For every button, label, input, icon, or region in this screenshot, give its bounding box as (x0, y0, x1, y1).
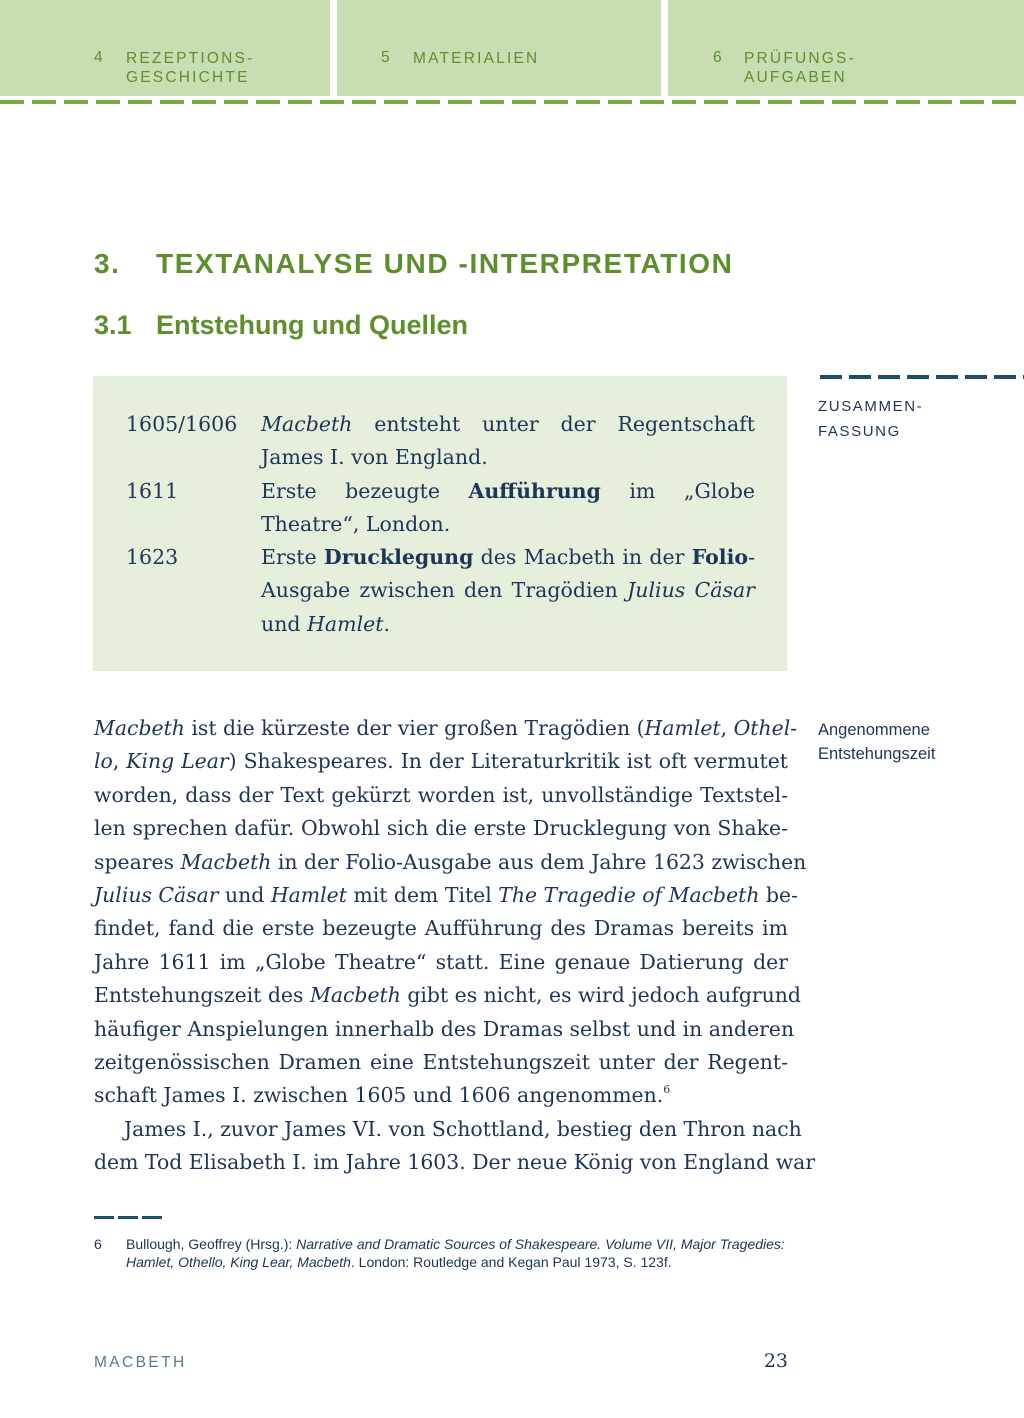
chapter-title: TEXTANALYSE UND -INTERPRETATION (156, 248, 734, 279)
nav-tab-rezeptionsgeschichte[interactable] (0, 0, 330, 96)
text-run: King Lear (126, 749, 229, 774)
chapter-number: 3. (94, 248, 121, 279)
text-run: ) Shakespeares. In der Literaturkritik ist oft vermutet (228, 749, 789, 774)
nav-divider (0, 100, 1024, 104)
text-run: len sprechen dafür. Obwohl sich die erste Drucklegung von Shake- (94, 816, 788, 841)
margin-note-line2: Entstehungszeit (818, 745, 936, 763)
summary-text (261, 541, 755, 641)
body-line (94, 879, 798, 912)
section-heading (94, 310, 468, 341)
text-run: , (112, 749, 127, 774)
nav-tab-number: 6 (713, 49, 724, 66)
summary-row (126, 408, 755, 475)
chapter-navigation (0, 0, 1024, 96)
body-line (94, 812, 788, 845)
text-run: lo (94, 749, 113, 774)
nav-tab-number: 5 (381, 49, 392, 66)
text-run: Othel- (733, 716, 798, 740)
section-title: Entstehung und Quellen (156, 310, 468, 340)
text-run: Jahre 1611 im „Globe Theatre“ statt. Eine genaue Datierung der (94, 949, 788, 974)
chapter-heading (94, 248, 733, 280)
text-run: im „Globe Theatre“, London. (261, 478, 755, 536)
text-run: Julius Cäsar (627, 578, 755, 603)
text-run: Macbeth (180, 849, 272, 874)
text-run: The Tragedie of Macbeth (498, 882, 760, 907)
body-line (94, 745, 788, 778)
text-run: in der Folio-Ausgabe aus dem Jahre 1623 zwischen (271, 849, 807, 874)
running-footer-title: MACBETH (94, 1354, 187, 1371)
body-line (94, 1079, 788, 1112)
text-run: Erste (261, 545, 324, 570)
nav-tab-label (126, 49, 254, 87)
page-number: 23 (763, 1350, 788, 1372)
summary-text (261, 475, 755, 542)
body-line (94, 779, 788, 812)
text-run: dem Tod Elisabeth I. im Jahre 1603. Der neue König von England war (94, 1150, 816, 1175)
text-run: und (218, 882, 271, 907)
text-run: gibt es nicht, es wird jedoch aufgrund (400, 983, 801, 1008)
text-run: Macbeth (94, 716, 185, 740)
text-run: Julius Cäsar (94, 882, 219, 907)
body-line (94, 979, 801, 1012)
summary-row (126, 475, 755, 542)
summary-row (126, 541, 755, 641)
nav-tab-label-line2: GESCHICHTE (126, 69, 250, 86)
text-run: be- (759, 882, 798, 907)
nav-tab-label-line1: MATERIALIEN (413, 50, 540, 67)
text-run: Entstehungszeit des (94, 983, 310, 1008)
summary-year: 1605/1606 (126, 412, 238, 436)
text-run: Hamlet (644, 716, 721, 740)
text-run: speares (94, 849, 181, 874)
nav-tab-label (744, 49, 856, 87)
nav-tab-label-line1: PRÜFUNGS- (744, 50, 856, 67)
text-run: Narrative and Dramatic Sources of Shakespeare. Volume VII, Major Tragedies: Hamlet, Othello, King Lear, Macbeth (126, 1236, 785, 1270)
text-run: James I., zuvor James VI. von Schottland, bestieg den Thron nach (124, 1116, 802, 1141)
text-run: Hamlet (307, 611, 384, 636)
body-line (94, 946, 788, 979)
text-run: Folio (691, 545, 749, 570)
text-run: Erste bezeugte (261, 478, 469, 503)
text-run: findet, fand die erste bezeugte Aufführung des Dramas bereits im (94, 916, 788, 941)
text-run: Macbeth (309, 983, 401, 1008)
text-run: worden, dass der Text gekürzt worden ist, unvollständige Textstel- (94, 782, 788, 807)
text-run: . London: Routledge and Kegan Paul 1973, S. 123f. (350, 1254, 672, 1270)
section-number: 3.1 (94, 310, 132, 340)
body-line (94, 1146, 816, 1179)
summary-text (261, 408, 755, 475)
text-run: Bullough, Geoffrey (Hrsg.): (126, 1236, 297, 1252)
sidebar-summary-label (818, 394, 923, 444)
body-line (94, 712, 798, 745)
body-line (94, 1013, 795, 1046)
body-line (94, 1046, 788, 1079)
text-run: und (261, 611, 308, 636)
footnote-divider (94, 1216, 162, 1219)
nav-tab-pruefungsaufgaben[interactable] (668, 0, 1024, 96)
nav-tab-label (413, 49, 539, 68)
nav-tab-number: 4 (94, 49, 105, 66)
sidebar-summary-label-line1: ZUSAMMEN- (818, 398, 924, 415)
nav-tab-materialien[interactable] (337, 0, 661, 96)
margin-note (818, 718, 935, 766)
summary-box (93, 376, 787, 671)
summary-year: 1623 (126, 545, 179, 570)
text-run: Aufführung (468, 478, 601, 503)
text-run: schaft James I. zwischen 1605 und 1606 angenommen. (94, 1083, 664, 1108)
text-run: zeitgenössischen Dramen eine Entstehungszeit unter der Regent- (94, 1049, 788, 1074)
text-run: des Macbeth in der (473, 545, 692, 570)
body-text (94, 712, 816, 1179)
summary-year: 1611 (126, 478, 179, 503)
body-line (94, 912, 788, 945)
body-line (94, 846, 807, 879)
text-run: Drucklegung (323, 545, 474, 570)
nav-tab-label-line1: REZEPTIONS- (126, 50, 255, 67)
sidebar-divider (820, 375, 1024, 379)
text-run: -Ausgabe zwischen den Tragödien (261, 545, 755, 603)
footnote-number: 6 (94, 1236, 102, 1252)
text-run: ist die kürzeste der vier großen Tragödien ( (184, 716, 645, 740)
footnote (94, 1235, 794, 1271)
nav-tab-label-line2: AUFGABEN (744, 69, 847, 86)
text-run: , (720, 716, 734, 740)
text-run: . (383, 611, 391, 636)
text-run: mit dem Titel (346, 882, 499, 907)
text-run: häufiger Anspielungen innerhalb des Dramas selbst und in anderen (94, 1016, 795, 1041)
body-line (94, 1113, 802, 1146)
text-run: entsteht unter der Regentschaft James I. von England. (261, 412, 755, 470)
text-run: Macbeth (261, 412, 353, 436)
footnote-text (126, 1235, 794, 1271)
text-run: Hamlet (270, 882, 347, 907)
margin-note-line1: Angenommene (818, 721, 930, 739)
sidebar-summary-label-line2: FASSUNG (818, 423, 901, 440)
footnote-ref[interactable]: 6 (663, 1083, 671, 1097)
